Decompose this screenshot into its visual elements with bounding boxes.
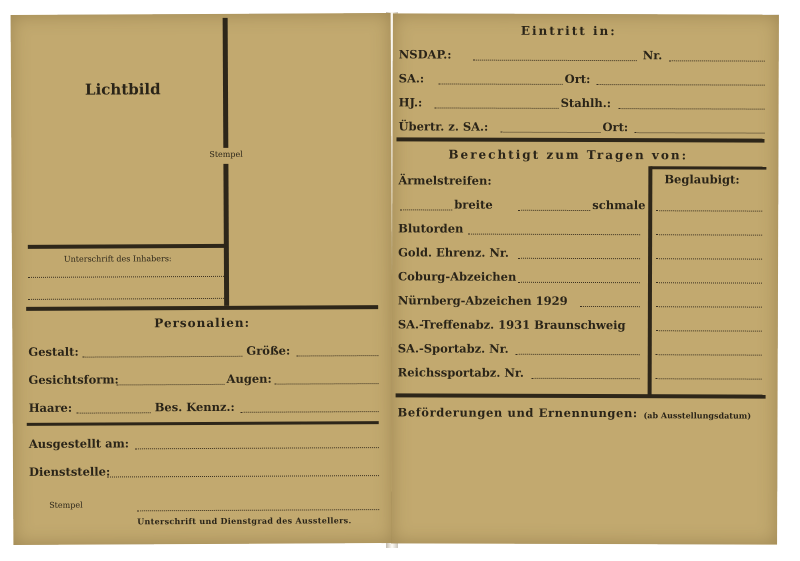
sport-label: SA.-Sportabz. Nr. xyxy=(397,341,509,356)
office-label: Dienststelle: xyxy=(28,464,111,479)
nuernberg-label: Nürnberg-Abzeichen 1929 xyxy=(397,293,568,308)
signature-line-1 xyxy=(28,276,224,278)
nr-label: Nr. xyxy=(642,48,663,63)
marks-field[interactable] xyxy=(241,411,379,413)
blutorden-dots xyxy=(468,234,640,236)
stamp-label-bottom: Stempel xyxy=(49,500,83,510)
entitled-divider xyxy=(396,393,766,398)
nsdap-field[interactable] xyxy=(473,60,637,62)
certified-box-left xyxy=(648,166,653,396)
certified-line-8[interactable] xyxy=(656,378,762,379)
hair-label: Haare: xyxy=(28,400,73,415)
certified-line-6[interactable] xyxy=(656,330,762,331)
left-page xyxy=(11,13,394,545)
breite-field[interactable] xyxy=(400,209,452,210)
hj-field[interactable] xyxy=(435,107,559,108)
blutorden-label: Blutorden xyxy=(398,221,464,236)
right-page xyxy=(391,13,779,544)
photo-box-horizontal xyxy=(28,244,226,249)
stahlh-label: Stahlh.: xyxy=(560,95,612,111)
certified-label: Beglaubigt: xyxy=(664,172,740,187)
gold-label: Gold. Ehrenz. Nr. xyxy=(398,245,509,260)
reich-label: Reichssportabz. Nr. xyxy=(397,365,524,380)
face-label: Gesichtsform: xyxy=(28,372,119,387)
build-field[interactable] xyxy=(82,356,242,358)
entry-divider xyxy=(396,137,764,142)
coburg-label: Coburg-Abzeichen xyxy=(397,269,517,284)
personal-header: Personalien: xyxy=(154,315,251,331)
certified-line-4[interactable] xyxy=(656,282,762,283)
certified-line-7[interactable] xyxy=(656,354,762,355)
build-label: Gestalt: xyxy=(28,344,79,359)
nsdap-label: NSDAP.: xyxy=(398,47,452,62)
nuernberg-dots xyxy=(580,306,640,307)
stamp-label: Stempel xyxy=(209,149,243,159)
height-field[interactable] xyxy=(296,355,378,356)
uebertr-field[interactable] xyxy=(501,132,601,133)
face-field[interactable] xyxy=(117,384,225,386)
stahlh-field[interactable] xyxy=(619,108,765,110)
issued-label: Ausgestellt am: xyxy=(28,436,130,451)
reich-field[interactable] xyxy=(532,378,640,379)
photo-box-vertical-top xyxy=(223,18,229,148)
certified-line-3[interactable] xyxy=(656,258,762,259)
certified-line-1[interactable] xyxy=(656,210,762,211)
promotions-note: (ab Ausstellungsdatum) xyxy=(643,410,752,421)
issuer-signature-line[interactable] xyxy=(137,509,379,511)
ort2-label: Ort: xyxy=(602,120,629,135)
certified-line-5[interactable] xyxy=(656,306,762,307)
marks-label: Bes. Kennz.: xyxy=(154,399,235,415)
schmale-field[interactable] xyxy=(518,210,590,211)
treffen-label: SA.-Treffenabz. 1931 Braunschweig xyxy=(397,317,626,333)
photo-label: Lichtbild xyxy=(84,80,161,99)
breite-label: breite xyxy=(454,197,493,212)
ort2-field[interactable] xyxy=(635,132,765,133)
coburg-dots xyxy=(518,282,640,283)
hj-label: HJ.: xyxy=(398,95,423,110)
holder-signature-label: Unterschrift des Inhabers: xyxy=(63,254,172,264)
eyes-label: Augen: xyxy=(226,371,272,386)
issuer-signature-label: Unterschrift und Dienstgrad des Ausstellers. xyxy=(137,515,352,527)
photo-box-vertical-bottom xyxy=(223,164,229,306)
sa-label: SA.: xyxy=(398,71,425,86)
issued-field[interactable] xyxy=(135,447,379,449)
promotions-label: Beförderungen und Ernennungen: xyxy=(397,405,638,421)
uebertr-label: Übertr. z. SA.: xyxy=(398,119,489,134)
height-label: Größe: xyxy=(246,343,291,358)
office-field[interactable] xyxy=(107,475,379,477)
signature-line-2 xyxy=(28,298,224,300)
nr-field[interactable] xyxy=(669,60,765,61)
schmale-label: schmale xyxy=(592,198,646,213)
certified-line-2[interactable] xyxy=(656,234,762,235)
sa-field[interactable] xyxy=(439,83,563,84)
section-divider-top xyxy=(26,305,378,311)
section-divider-mid xyxy=(27,421,379,426)
ort1-label: Ort: xyxy=(564,71,591,87)
entitled-header: Berechtigt zum Tragen von: xyxy=(448,147,689,163)
gold-field[interactable] xyxy=(518,258,640,259)
sport-field[interactable] xyxy=(516,354,640,355)
armelstreifen-label: Ärmelstreifen: xyxy=(398,173,492,188)
certified-box-top xyxy=(650,166,766,169)
hair-field[interactable] xyxy=(77,412,151,413)
ort1-field[interactable] xyxy=(597,84,765,86)
eyes-field[interactable] xyxy=(275,383,379,385)
entry-header: Eintritt in: xyxy=(520,23,617,39)
